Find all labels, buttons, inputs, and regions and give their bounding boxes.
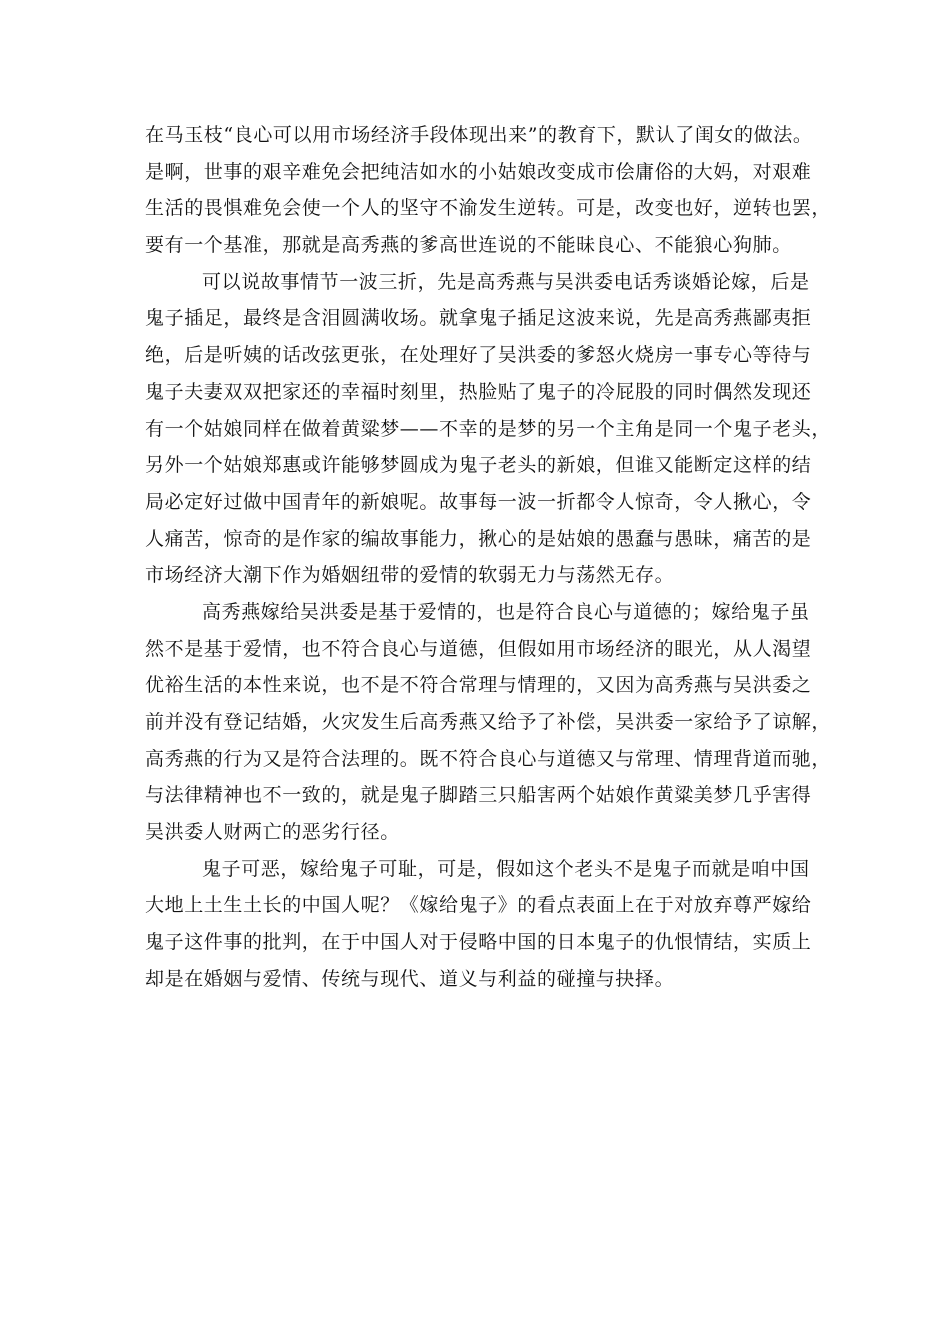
body-text — [145, 117, 832, 998]
text-line: 却是在婚姻与爱情、传统与现代、道义与利益的碰撞与抉择。 — [145, 967, 675, 990]
text-line: 可以说故事情节一波三折，先是高秀燕与吴洪委电话秀谈婚论嫁，后是 — [202, 270, 810, 293]
text-line: 鬼子这件事的批判，在于中国人对于侵略中国的日本鬼子的仇恨情结，实质上 — [145, 931, 812, 954]
text-line: 大地上土生土长的中国人呢？《嫁给鬼子》的看点表面上在于对放弃尊严嫁给 — [145, 894, 812, 917]
text-line: 人痛苦，惊奇的是作家的编故事能力，揪心的是姑娘的愚蠢与愚昧，痛苦的是 — [145, 527, 812, 550]
text-line: 生活的畏惧难免会使一个人的坚守不渝发生逆转。可是，改变也好，逆转也罢， — [145, 197, 832, 220]
paragraph-1 — [145, 117, 832, 264]
text-line: 要有一个基准，那就是高秀燕的爹高世连说的不能昧良心、不能狼心狗肺。 — [145, 234, 792, 257]
text-line: 然不是基于爱情，也不符合良心与道德，但假如用市场经济的眼光，从人渴望 — [145, 637, 812, 660]
text-line: 局必定好过做中国青年的新娘呢。故事每一波一折都令人惊奇，令人揪心，令 — [145, 490, 812, 513]
text-line: 在马玉枝“良心可以用市场经济手段体现出来”的教育下，默认了闺女的做法。 — [145, 124, 813, 146]
text-line: 鬼子夫妻双双把家还的幸福时刻里，热脸贴了鬼子的冷屁股的同时偶然发现还 — [145, 380, 812, 403]
paragraph-2 — [145, 264, 832, 594]
text-line: 另外一个姑娘郑惠或许能够梦圆成为鬼子老头的新娘，但谁又能断定这样的结 — [145, 454, 812, 477]
text-line: 有一个姑娘同样在做着黄粱梦——不幸的是梦的另一个主角是同一个鬼子老头， — [145, 417, 832, 440]
text-line: 吴洪委人财两亡的恶劣行径。 — [145, 821, 400, 844]
text-line: 优裕生活的本性来说，也不是不符合常理与情理的，又因为高秀燕与吴洪委之 — [145, 674, 812, 697]
text-line: 与法律精神也不一致的，就是鬼子脚踏三只船害两个姑娘作黄粱美梦几乎害得 — [145, 784, 812, 807]
text-line: 鬼子可恶，嫁给鬼子可耻，可是，假如这个老头不是鬼子而就是咱中国 — [202, 857, 810, 880]
text-line: 高秀燕嫁给吴洪委是基于爱情的，也是符合良心与道德的；嫁给鬼子虽 — [202, 600, 810, 623]
paragraph-3 — [145, 594, 832, 851]
text-line: 鬼子插足，最终是含泪圆满收场。就拿鬼子插足这波来说，先是高秀燕鄙夷拒 — [145, 307, 812, 330]
text-line: 市场经济大潮下作为婚姻纽带的爱情的软弱无力与荡然无存。 — [145, 564, 675, 587]
text-line: 绝，后是听姨的话改弦更张，在处理好了吴洪委的爹怒火烧房一事专心等待与 — [145, 344, 812, 367]
text-line: 高秀燕的行为又是符合法理的。既不符合良心与道德又与常理、情理背道而驰， — [145, 747, 832, 770]
text-line: 是啊，世事的艰辛难免会把纯洁如水的小姑娘改变成市侩庸俗的大妈，对艰难 — [145, 160, 812, 183]
text-line: 前并没有登记结婚，火灾发生后高秀燕又给予了补偿，吴洪委一家给予了谅解， — [145, 711, 832, 733]
paragraph-4 — [145, 851, 815, 998]
